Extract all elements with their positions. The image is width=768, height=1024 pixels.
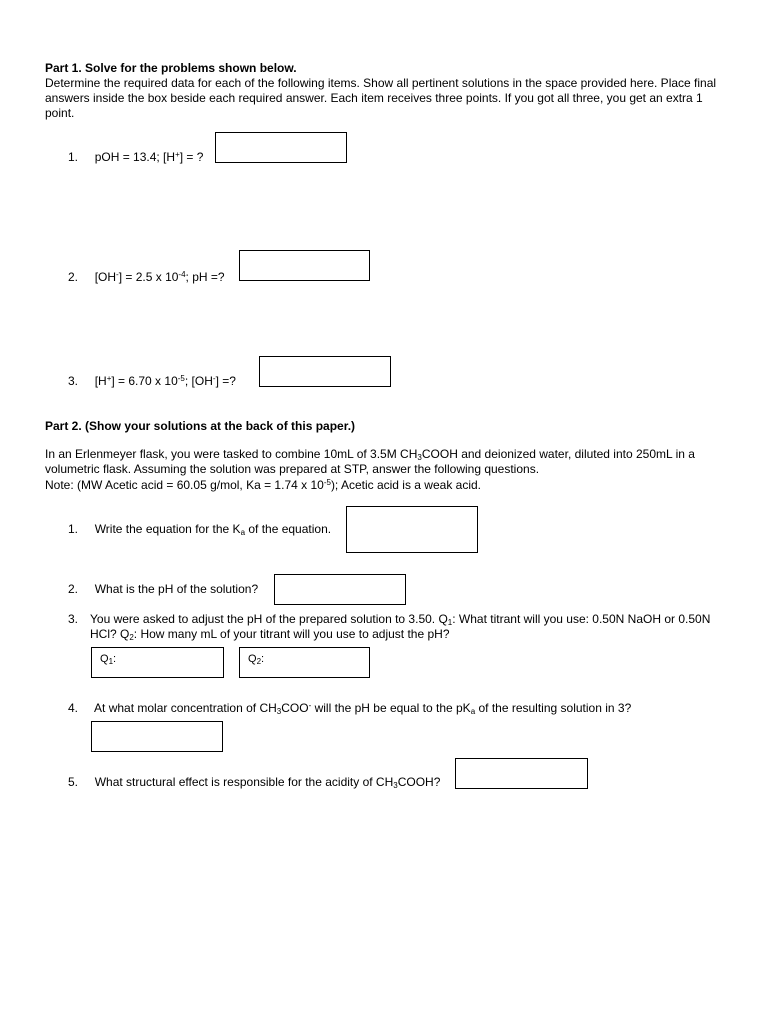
question-text: What structural effect is responsible for the acidity of CH — [94, 775, 394, 789]
part2-heading: Part 2. (Show your solutions at the back of this paper.) — [45, 419, 356, 433]
superscript: -4 — [178, 270, 186, 279]
superscript: - — [212, 374, 216, 383]
subscript: 2 — [129, 633, 134, 642]
answer-box-part2-question-3-q2[interactable] — [239, 647, 370, 678]
part2-question-4 — [68, 701, 631, 716]
subscript: 2 — [256, 657, 262, 666]
question-number: 2. — [68, 582, 79, 596]
item-text: [H — [94, 374, 107, 388]
answer-box-part2-question-3-q1[interactable] — [91, 647, 224, 678]
item-text: ] = ? — [179, 150, 204, 164]
intro-text: COOH and deionized water, diluted into 250mL in a volumetric flask. Assuming the solution was prepared at STP, answer the following questions. — [45, 447, 695, 476]
answer-box-part2-question-1[interactable] — [346, 506, 478, 553]
item-text: ] = 6.70 x 10 — [111, 374, 178, 388]
subscript: 1 — [108, 657, 114, 666]
note-text: Note: (MW Acetic acid = 60.05 g/mol, Ka = 1.74 x 10 — [45, 478, 324, 492]
question-number: 4. — [68, 701, 79, 715]
item-text: [OH — [94, 270, 117, 284]
intro-text: In an Erlenmeyer flask, you were tasked to combine 10mL of 3.5M CH — [45, 447, 418, 461]
part2-note — [45, 478, 481, 493]
answer-box-part1-item-2[interactable] — [239, 250, 370, 281]
question-number: 1. — [68, 522, 79, 536]
question-text: At what molar concentration of CH — [94, 701, 277, 715]
answer-box-part2-question-5[interactable] — [455, 758, 588, 789]
part1-heading: Part 1. Solve for the problems shown below. — [45, 61, 297, 75]
item-text: pOH = 13.4; [H — [94, 150, 176, 164]
part1-item-1 — [68, 150, 203, 165]
part1-item-2 — [68, 270, 225, 285]
question-number: 5. — [68, 775, 79, 789]
item-text: ] =? — [215, 374, 236, 388]
superscript: - — [116, 270, 119, 279]
item-text: ; pH =? — [185, 270, 225, 284]
question-text: COO — [281, 701, 309, 715]
superscript: -5 — [323, 478, 331, 487]
part1-item-3 — [68, 374, 236, 389]
part2-question-1 — [68, 522, 331, 537]
question-text: : How many mL of your titrant will you use to adjust the pH? — [133, 627, 450, 641]
box-label-q1 — [100, 653, 116, 665]
answer-box-part1-item-1[interactable] — [215, 132, 347, 163]
question-text: What is the pH of the solution? — [94, 582, 259, 596]
question-text: You were asked to adjust the pH of the prepared solution to 3.50. Q — [90, 612, 448, 626]
label-text: Q — [100, 653, 109, 665]
part2-question-3-number: 3. — [68, 612, 79, 626]
answer-box-part1-item-3[interactable] — [259, 356, 391, 387]
note-text: ); Acetic acid is a weak acid. — [330, 478, 482, 492]
subscript: 3 — [393, 781, 398, 790]
label-text: : — [261, 653, 265, 665]
superscript: + — [175, 150, 180, 159]
part2-question-2 — [68, 582, 258, 597]
question-text: : What titrant will you use: 0.50N NaOH or 0.50N HCl? Q — [90, 612, 711, 641]
superscript: + — [106, 374, 112, 383]
label-text: Q — [248, 653, 257, 665]
item-number: 1. — [68, 150, 79, 164]
subscript: 3 — [276, 707, 282, 716]
part2-intro — [45, 447, 727, 477]
subscript: 1 — [447, 618, 453, 627]
box-label-q2 — [248, 653, 264, 665]
question-text: of the resulting solution in 3? — [475, 701, 632, 715]
subscript: 3 — [417, 453, 422, 462]
item-text: ] = 2.5 x 10 — [118, 270, 179, 284]
question-text: will the pH be equal to the pK — [311, 701, 471, 715]
subscript: a — [470, 707, 476, 716]
question-text: COOH? — [397, 775, 441, 789]
part1-instructions: Determine the required data for each of the following items. Show all pertinent solutions in the space provided here. Place final answers inside the box beside each required answer. Each item receives three points. If you got all three, you get an extra 1 point. — [45, 76, 717, 120]
question-text: of the equation. — [245, 522, 332, 536]
question-text: Write the equation for the K — [94, 522, 241, 536]
superscript: - — [308, 701, 312, 710]
answer-box-part2-question-4[interactable] — [91, 721, 223, 752]
answer-box-part2-question-2[interactable] — [274, 574, 406, 605]
part2-question-3 — [90, 612, 730, 642]
item-number: 2. — [68, 270, 79, 284]
subscript: a — [240, 528, 246, 537]
superscript: -5 — [177, 374, 185, 383]
item-number: 3. — [68, 374, 79, 388]
label-text: : — [113, 653, 117, 665]
item-text: ; [OH — [184, 374, 213, 388]
part2-question-5 — [68, 775, 440, 790]
